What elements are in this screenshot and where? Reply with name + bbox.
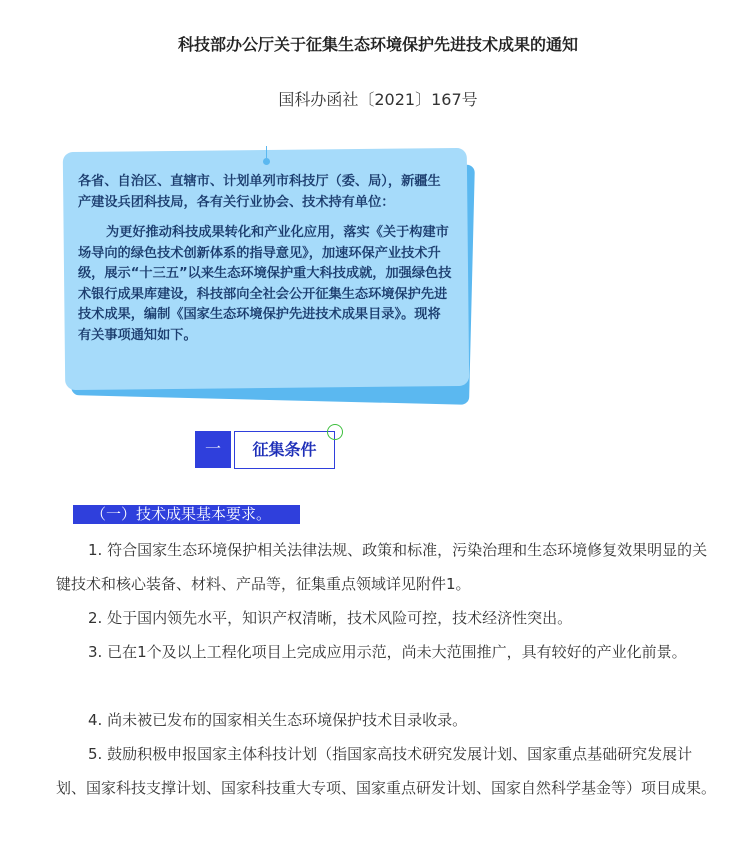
notice-salutation: 各省、自治区、直辖市、计划单列市科技厅（委、局），新疆生产建设兵团科技局，各有关行业协会、技术持有单位： (78, 174, 441, 210)
subsection-heading (73, 505, 300, 524)
requirement-item: 3. 已在1个及以上工程化项目上完成应用示范，尚未大范围推广，具有较好的产业化前景。 (88, 643, 687, 661)
pin-icon (263, 158, 270, 165)
notice-body: 为更好推动科技成果转化和产业化应用，落实《关于构建市场导向的绿色技术创新体系的指导意见》，加速环保产业技术升级，展示“十三五”以来生态环境保护重大科技成就，加强绿色技术银行成果库建设，科技部向全社会公开征集生态环境保护先进技术成果，编制《国家生态环境保护先进技术成果目录》。现将有关事项通知如下。 (78, 225, 452, 343)
document-title: 科技部办公厅关于征集生态环境保护先进技术成果的通知 (177, 35, 578, 54)
requirement-item: 4. 尚未被已发布的国家相关生态环境保护技术目录收录。 (88, 711, 468, 729)
requirement-item: 5. 鼓励积极申报国家主体科技计划（指国家高技术研究发展计划、国家重点基础研究发展计划、国家科技支撑计划、国家科技重大专项、国家重点研发计划、国家自然科学基金等）项目成果。 (56, 745, 717, 797)
subsection-heading-text: （一）技术成果基本要求。 (91, 505, 272, 523)
section-number-badge: 一 (195, 431, 231, 468)
requirement-item: 2. 处于国内领先水平，知识产权清晰，技术风险可控，技术经济性突出。 (88, 609, 573, 627)
cursor-ring-icon (327, 424, 343, 440)
section-title: 征集条件 (234, 431, 335, 469)
notice-card-text (78, 172, 452, 346)
requirement-item: 1. 符合国家生态环境保护相关法律法规、政策和标准，污染治理和生态环境修复效果明显的关键技术和核心装备、材料、产品等，征集重点领域详见附件1。 (56, 541, 708, 593)
document-number: 国科办函社〔2021〕167号 (278, 90, 478, 109)
